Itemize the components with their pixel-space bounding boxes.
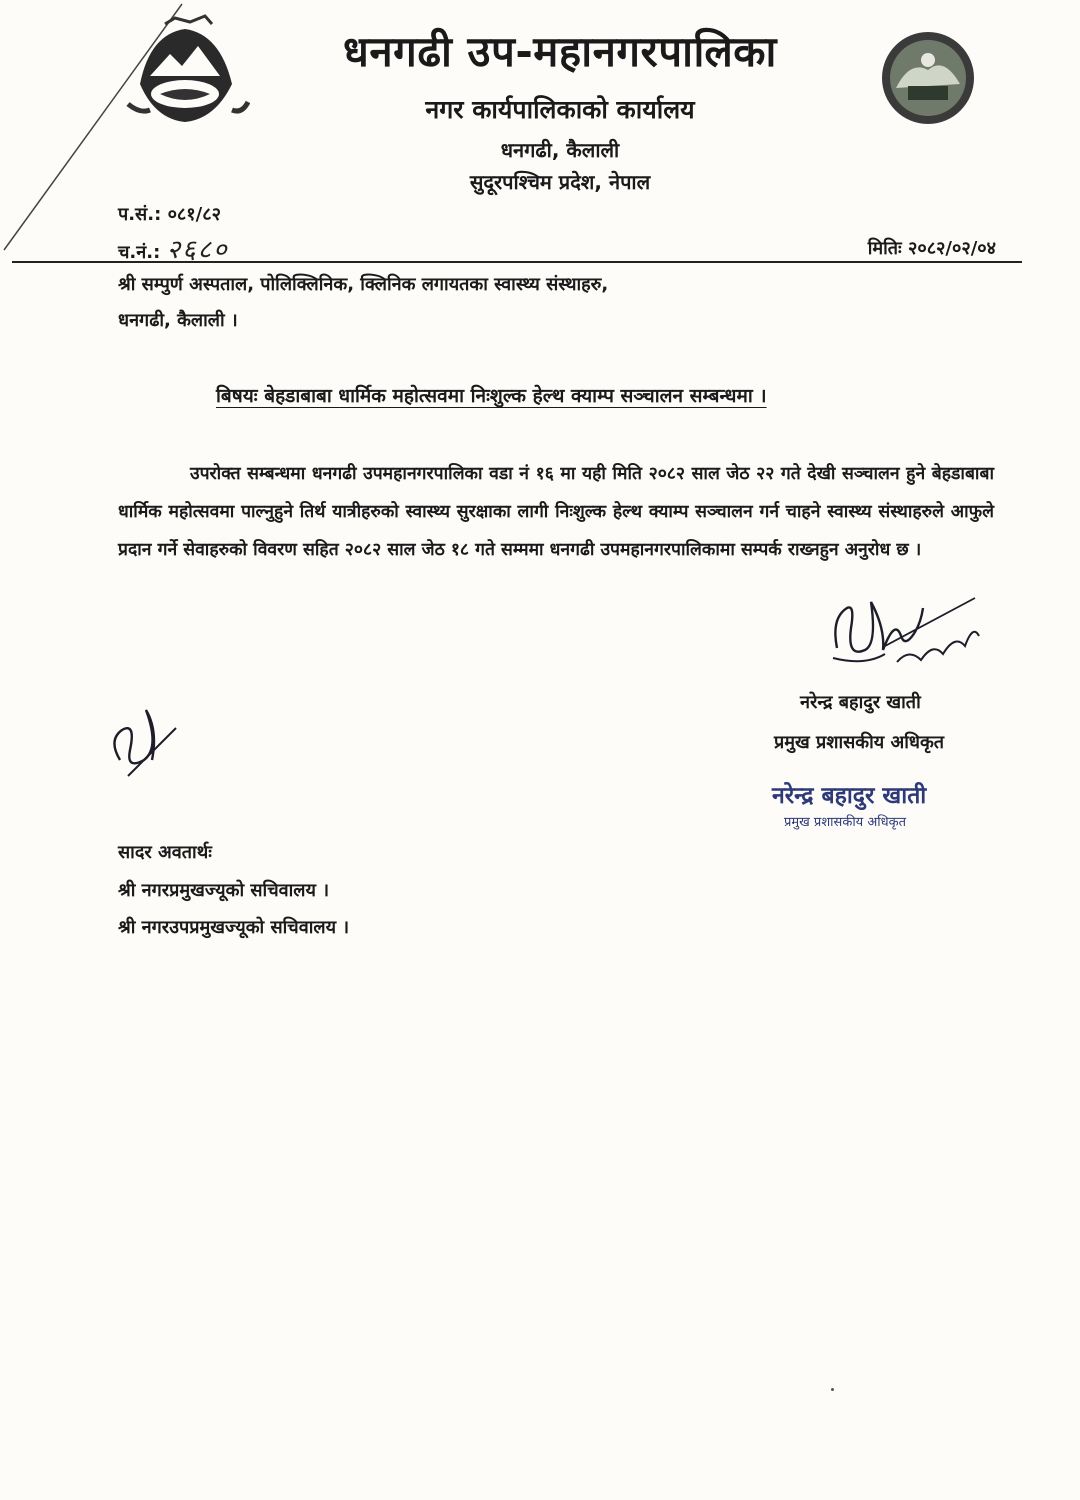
cc-item: श्री नगरप्रमुखज्यूको सचिवालय ।	[118, 880, 330, 901]
signer-title: प्रमुख प्रशासकीय अधिकृत	[774, 732, 945, 753]
date-label: मितिः	[867, 238, 902, 259]
letter-body: उपरोक्त सम्बन्धमा धनगढी उपमहानगरपालिका वडा नं १६ मा यही मिति २०८२ साल जेठ २२ गते देखी सञ्चालन हुने बेहडाबाबा धार्मिक महोत्सवमा पाल्नुहुने तिर्थ यात्रीहरुको स्वास्थ्य सुरक्षाका लागी निःशुल्क हेल्थ क्याम्प सञ्चालन गर्न चाहने स्वास्थ्य संस्थाहरुले आफुले प्रदान गर्ने सेवाहरुको विवरण सहित २०८२ साल जेठ १८ गते सम्ममा धनगढी उपमहानगरपालिकामा सम्पर्क राख्नहुन अनुरोध छ ।	[118, 464, 994, 560]
stamp-title: प्रमुख प्रशासकीय अधिकृत	[784, 815, 907, 830]
ps-value: ०८१/८२	[167, 204, 221, 225]
reference-number	[118, 202, 221, 226]
office-city: धनगढी, कैलाली	[500, 138, 620, 162]
paper-speck	[831, 1388, 834, 1391]
stamp-name: नरेन्द्र बहादुर खाती	[772, 783, 927, 809]
letter-subject: बिषयः बेहडाबाबा धार्मिक महोत्सवमा निःशुल्क हेल्थ क्याम्प सञ्चालन सम्बन्धमा ।	[216, 385, 767, 407]
cc-heading: सादर अवतार्थः	[118, 842, 212, 863]
addressee-line-2: धनगढी, कैलाली ।	[118, 310, 238, 331]
cn-label: च.नं.:	[118, 242, 161, 263]
nepal-emblem-icon	[120, 14, 250, 129]
letter-date	[868, 236, 996, 260]
cn-value: २६८०	[166, 235, 229, 265]
office-province: सुदूरपश्चिम प्रदेश, नेपाल	[469, 170, 651, 194]
office-name: नगर कार्यपालिकाको कार्यालय	[425, 95, 695, 124]
header-divider	[12, 261, 1022, 263]
municipality-logo-icon	[878, 30, 978, 126]
addressee-line-1: श्री सम्पुर्ण अस्पताल, पोलिक्लिनिक, क्लिनिक लगायतका स्वास्थ्य संस्थाहरु,	[118, 274, 609, 295]
officer-signature	[825, 588, 985, 678]
ps-label: प.सं.:	[118, 204, 162, 225]
date-value: २०८२/०२/०४	[907, 238, 996, 259]
initials-mark	[100, 690, 190, 780]
signer-name: नरेन्द्र बहादुर खाती	[800, 692, 921, 713]
organization-title: धनगढी उप-महानगरपालिका	[343, 27, 777, 76]
cc-item: श्री नगरउपप्रमुखज्यूको सचिवालय ।	[118, 917, 350, 938]
